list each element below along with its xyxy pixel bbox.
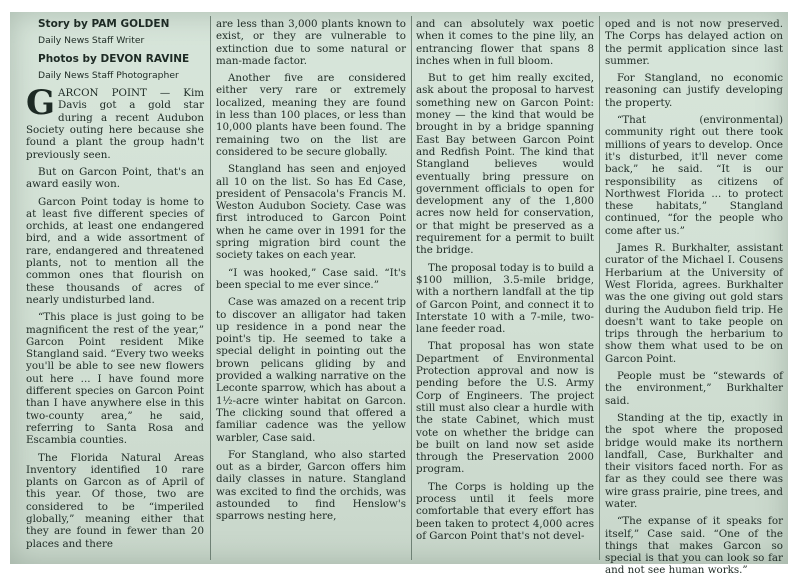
photo-byline: Photos by DEVON RAVINE xyxy=(38,52,190,65)
paragraph-continued: are less than 3,000 plants known to exist, or they are vulnerable to extinction due to some natural or man-made factor. xyxy=(216,18,406,67)
paragraph: “I was hooked,” Case said. “It's been special to me ever since.” xyxy=(216,266,406,291)
paragraph-continued: oped and is not now preserved. The Corps has delayed action on the permit application since last summer. xyxy=(605,18,783,67)
paragraph: But to get him really excited, ask about the proposal to harvest something new on Garcon Point: money — the kind that would be brought in by a bridge spanning East Bay between Garcon Point and Redfish Point. The kind that Stangland believes would eventually bring pressure on government officials to open for development any of the 1,800 acres now held for conservation, or that might be preserved as a requirement for a permit to built the bridge. xyxy=(416,72,594,257)
paragraph: Garcon Point today is home to at least five different species of orchids, at least one endangered bird, and a wide assortment of rare, endangered and threatened plants, not to mention all the common ones that flourish on these thousands of acres of nearly undisturbed land. xyxy=(26,195,204,306)
newspaper-clipping xyxy=(10,12,788,577)
column-rule xyxy=(411,16,412,560)
lead-dateline: ARCON POINT xyxy=(58,87,147,100)
story-byline-role: Daily News Staff Writer xyxy=(38,35,145,47)
paragraph: People must be “stewards of the environment,” Burkhalter said. xyxy=(605,370,783,407)
paragraph: For Stangland, who also started out as a birder, Garcon offers him daily classes in nature. Stangland was excited to find the orchids, was astounded to find Henslow's sparrows nesting here, xyxy=(216,448,406,523)
paragraph: The Corps is holding up the process until it feels more comfortable that every effort has been taken to protect 4,000 acres of Garcon Point that's not devel- xyxy=(416,480,594,542)
column-2 xyxy=(216,18,406,560)
paragraph: Case was amazed on a recent trip to discover an alligator had taken up residence in a pond near the point's tip. He seemed to take a special delight in pointing out the brown pelicans gliding by and provided a walking narrative on the Leconte sparrow, which has about a 1½-acre winter habitat on Garcon. The clicking sound that offered a familiar cadence was the yellow warbler, Case said. xyxy=(216,296,406,444)
paragraph: For Stangland, no economic reasoning can justify developing the property. xyxy=(605,72,783,109)
paragraph: The Florida Natural Areas Inventory identified 10 rare plants on Garcon as of April of this year. Of those, two are considered to be “imperiled globally,” meaning either that they are found in fewer than 20 places and there xyxy=(26,451,204,550)
column-3 xyxy=(416,18,594,560)
paragraph: James R. Burkhalter, assistant curator of the Michael I. Cousens Herbarium at the University of West Florida, agrees. Burkhalter was the one giving out gold stars during the Audubon field trip. He doesn't want to take people on trips through the herbarium to show them what used to be on Garcon Point. xyxy=(605,242,783,365)
paragraph: “The expanse of it speaks for itself,” Case said. “One of the things that makes Garcon so special is that you can look so far and not see human works.” xyxy=(605,515,783,577)
paragraph: Another five are considered either very rare or extremely localized, meaning they are found in less than 100 places, or less than 10,000 plants have been found. The remaining two on the list are considered to be secure globally. xyxy=(216,72,406,158)
paragraph: Stangland has seen and enjoyed all 10 on the list. So has Ed Case, president of Pensacola's Francis M. Weston Audubon Society. Case was first introduced to Garcon Point when he came over in 1991 for the spring migration bird count the society takes on each year. xyxy=(216,163,406,262)
paragraph: But on Garcon Point, that's an award easily won. xyxy=(26,165,204,191)
lead-paragraph xyxy=(26,83,204,161)
paragraph: The proposal today is to build a $100 million, 3.5-mile bridge, with a northern landfall at the tip of Garcon Point, and connect it to Interstate 10 with a 7-mile, two-lane feeder road. xyxy=(416,261,594,336)
lead-text: — Kim Davis got a gold star during a recent Audubon Society outing here because she found a plant the group hadn't previously seen. xyxy=(26,87,204,161)
column-4 xyxy=(605,18,784,577)
column-1 xyxy=(26,18,204,560)
column-rule xyxy=(210,16,211,560)
paragraph: “This place is just going to be magnificent the rest of the year,” Garcon Point resident Mike Stangland said. “Every two weeks you'll be able to see new flowers out here ... I have found more different species on Garcon Point than I have anywhere else in this two-county area,” he said, referring to Santa Rosa and Escambia counties. xyxy=(26,311,204,447)
column-rule xyxy=(599,16,600,560)
paragraph: “That (environmental) community right out there took millions of years to develop. Once it's disturbed, it'll never come back,” he said. “It is our responsibility as citizens of Northwest Florida ... to protect these habitats,” Stangland continued, “for the people who come after us.” xyxy=(605,114,783,237)
photo-byline-role: Daily News Staff Photographer xyxy=(38,69,179,81)
story-byline: Story by PAM GOLDEN xyxy=(38,18,170,30)
drop-cap: G xyxy=(26,83,56,124)
paragraph: Standing at the tip, exactly in the spot where the proposed bridge would make its northern landfall, Case, Burkhalter and their visitors faced north. For as far as they could see there was wire grass prairie, pine trees, and water. xyxy=(605,411,784,510)
paragraph-continued: and can absolutely wax poetic when it comes to the pine lily, an entrancing flower that spans 8 inches when in full bloom. xyxy=(416,18,594,67)
paragraph: That proposal has won state Department of Environmental Protection approval and now is pending before the U.S. Army Corp of Engineers. The project still must also clear a hurdle with the state Cabinet, which must vote on whether the bridge can be built on land now set aside through the Preservation 2000 program. xyxy=(416,340,594,476)
